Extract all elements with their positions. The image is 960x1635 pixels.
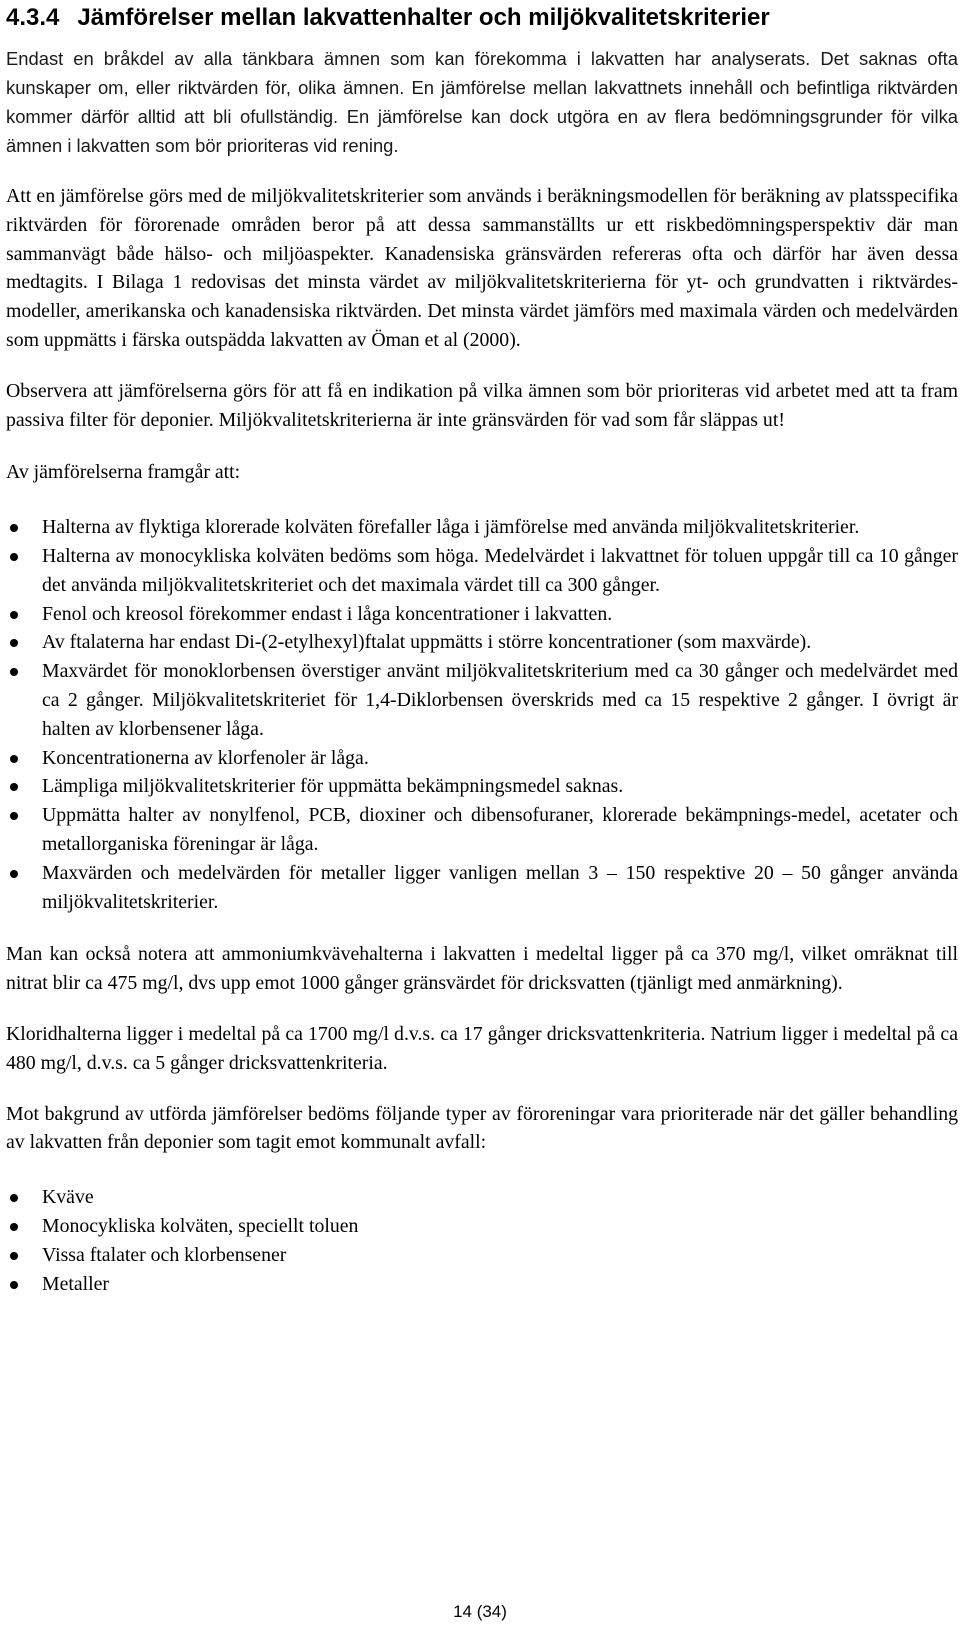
findings-list: [6, 513, 958, 916]
document-page: [6, 0, 958, 1298]
ammonium-paragraph: Man kan också notera att ammoniumkvävehalterna i lakvatten i medeltal ligger på ca 370 mg/l, vilket omräknat till nitrat blir ca 475 mg/l, dvs upp emot 1000 gånger gränsvärdet för dricksvatten (tjänligt med anmärkning).: [6, 943, 958, 995]
note-paragraph: Observera att jämförelserna görs för att få en indikation på vilka ämnen som bör prioriteras vid arbetet med att ta fram passiva filter för deponier. Miljökvalitetskriterierna är inte gränsvärden för vad som får släppas ut!: [6, 379, 958, 431]
priority-list: [6, 1183, 958, 1298]
list-item: Maxvärdet för monoklorbensen överstiger använt miljökvalitetskriterium med ca 30 gånger och medelvärdet med ca 2 gånger. Miljökvalitetskriteriet för 1,4-Diklorbensen överskrids med ca 15 respektive 2 gånger. I övrigt är halten av klorbensener låga.: [6, 657, 958, 743]
findings-intro: Av jämförelserna framgår att:: [6, 461, 241, 484]
method-paragraph: Att en jämförelse görs med de miljökvalitetskriterier som används i beräkningsmodellen för beräkning av platsspecifika riktvärden för förorenade områden beror på att dessa sammanställts ur ett riskbedömningsperspektiv där man sammanvägt både hälso- och miljöaspekter. Kanadensiska gränsvärden refereras ofta och därför har även dessa medtagits. I Bilaga 1 redovisas det minsta värdet av miljökvalitetskriterierna för yt- och grundvatten i riktvärdes-modeller, amerikanska och kanadensiska riktvärden. Det minsta värdet jämförs med maximala värden och medelvärden som uppmätts i färska outspädda lakvatten av Öman et al (2000).: [6, 185, 958, 351]
list-item: Maxvärden och medelvärden för metaller ligger vanligen mellan 3 – 150 respektive 20 – 50 gånger använda miljökvalitetskriterier.: [6, 859, 958, 917]
list-item: Kväve: [6, 1183, 958, 1212]
list-item: Halterna av flyktiga klorerade kolväten förefaller låga i jämförelse med använda miljökvalitetskriterier.: [6, 513, 958, 542]
list-item: Koncentrationerna av klorfenoler är låga.: [6, 744, 958, 773]
section-heading: [6, 0, 958, 32]
intro-paragraph: Endast en bråkdel av alla tänkbara ämnen som kan förekomma i lakvatten har analyserats. Det saknas ofta kunskaper om, eller riktvärden för, olika ämnen. En jämförelse mellan lakvattnets innehåll och befintliga riktvärden kommer därför alltid att bli ofullständig. En jämförelse kan dock utgöra en av flera bedömningsgrunder för vilka ämnen i lakvatten som bör prioriteras vid rening.: [6, 48, 958, 156]
section-number: 4.3.4: [6, 4, 60, 31]
list-item: Fenol och kreosol förekommer endast i låga koncentrationer i lakvatten.: [6, 600, 958, 629]
list-item: Av ftalaterna har endast Di-(2-etylhexyl)ftalat uppmätts i större koncentrationer (som maxvärde).: [6, 628, 958, 657]
list-item: Monocykliska kolväten, speciellt toluen: [6, 1212, 958, 1241]
list-item: Uppmätta halter av nonylfenol, PCB, dioxiner och dibensofuraner, klorerade bekämpnings-medel, acetater och metallorganiska föreningar är låga.: [6, 801, 958, 859]
list-item: Lämpliga miljökvalitetskriterier för uppmätta bekämpningsmedel saknas.: [6, 772, 958, 801]
list-item: Vissa ftalater och klorbensener: [6, 1241, 958, 1270]
list-item: Halterna av monocykliska kolväten bedöms som höga. Medelvärdet i lakvattnet för toluen uppgår till ca 10 gånger det använda miljökvalitetskriteriet och det maximala värdet till ca 300 gånger.: [6, 542, 958, 600]
list-item: Metaller: [6, 1270, 958, 1299]
chloride-paragraph: Kloridhalterna ligger i medeltal på ca 1700 mg/l d.v.s. ca 17 gånger dricksvattenkriteria. Natrium ligger i medeltal på ca 480 mg/l, d.v.s. ca 5 gånger dricksvattenkriteria.: [6, 1022, 958, 1074]
section-title: Jämförelser mellan lakvattenhalter och miljökvalitetskriterier: [77, 4, 770, 31]
page-number: 14 (34): [453, 1602, 507, 1621]
conclusion-paragraph: Mot bakgrund av utförda jämförelser bedöms följande typer av föroreningar vara prioriterade när det gäller behandling av lakvatten från deponier som tagit emot kommunalt avfall:: [6, 1102, 958, 1154]
